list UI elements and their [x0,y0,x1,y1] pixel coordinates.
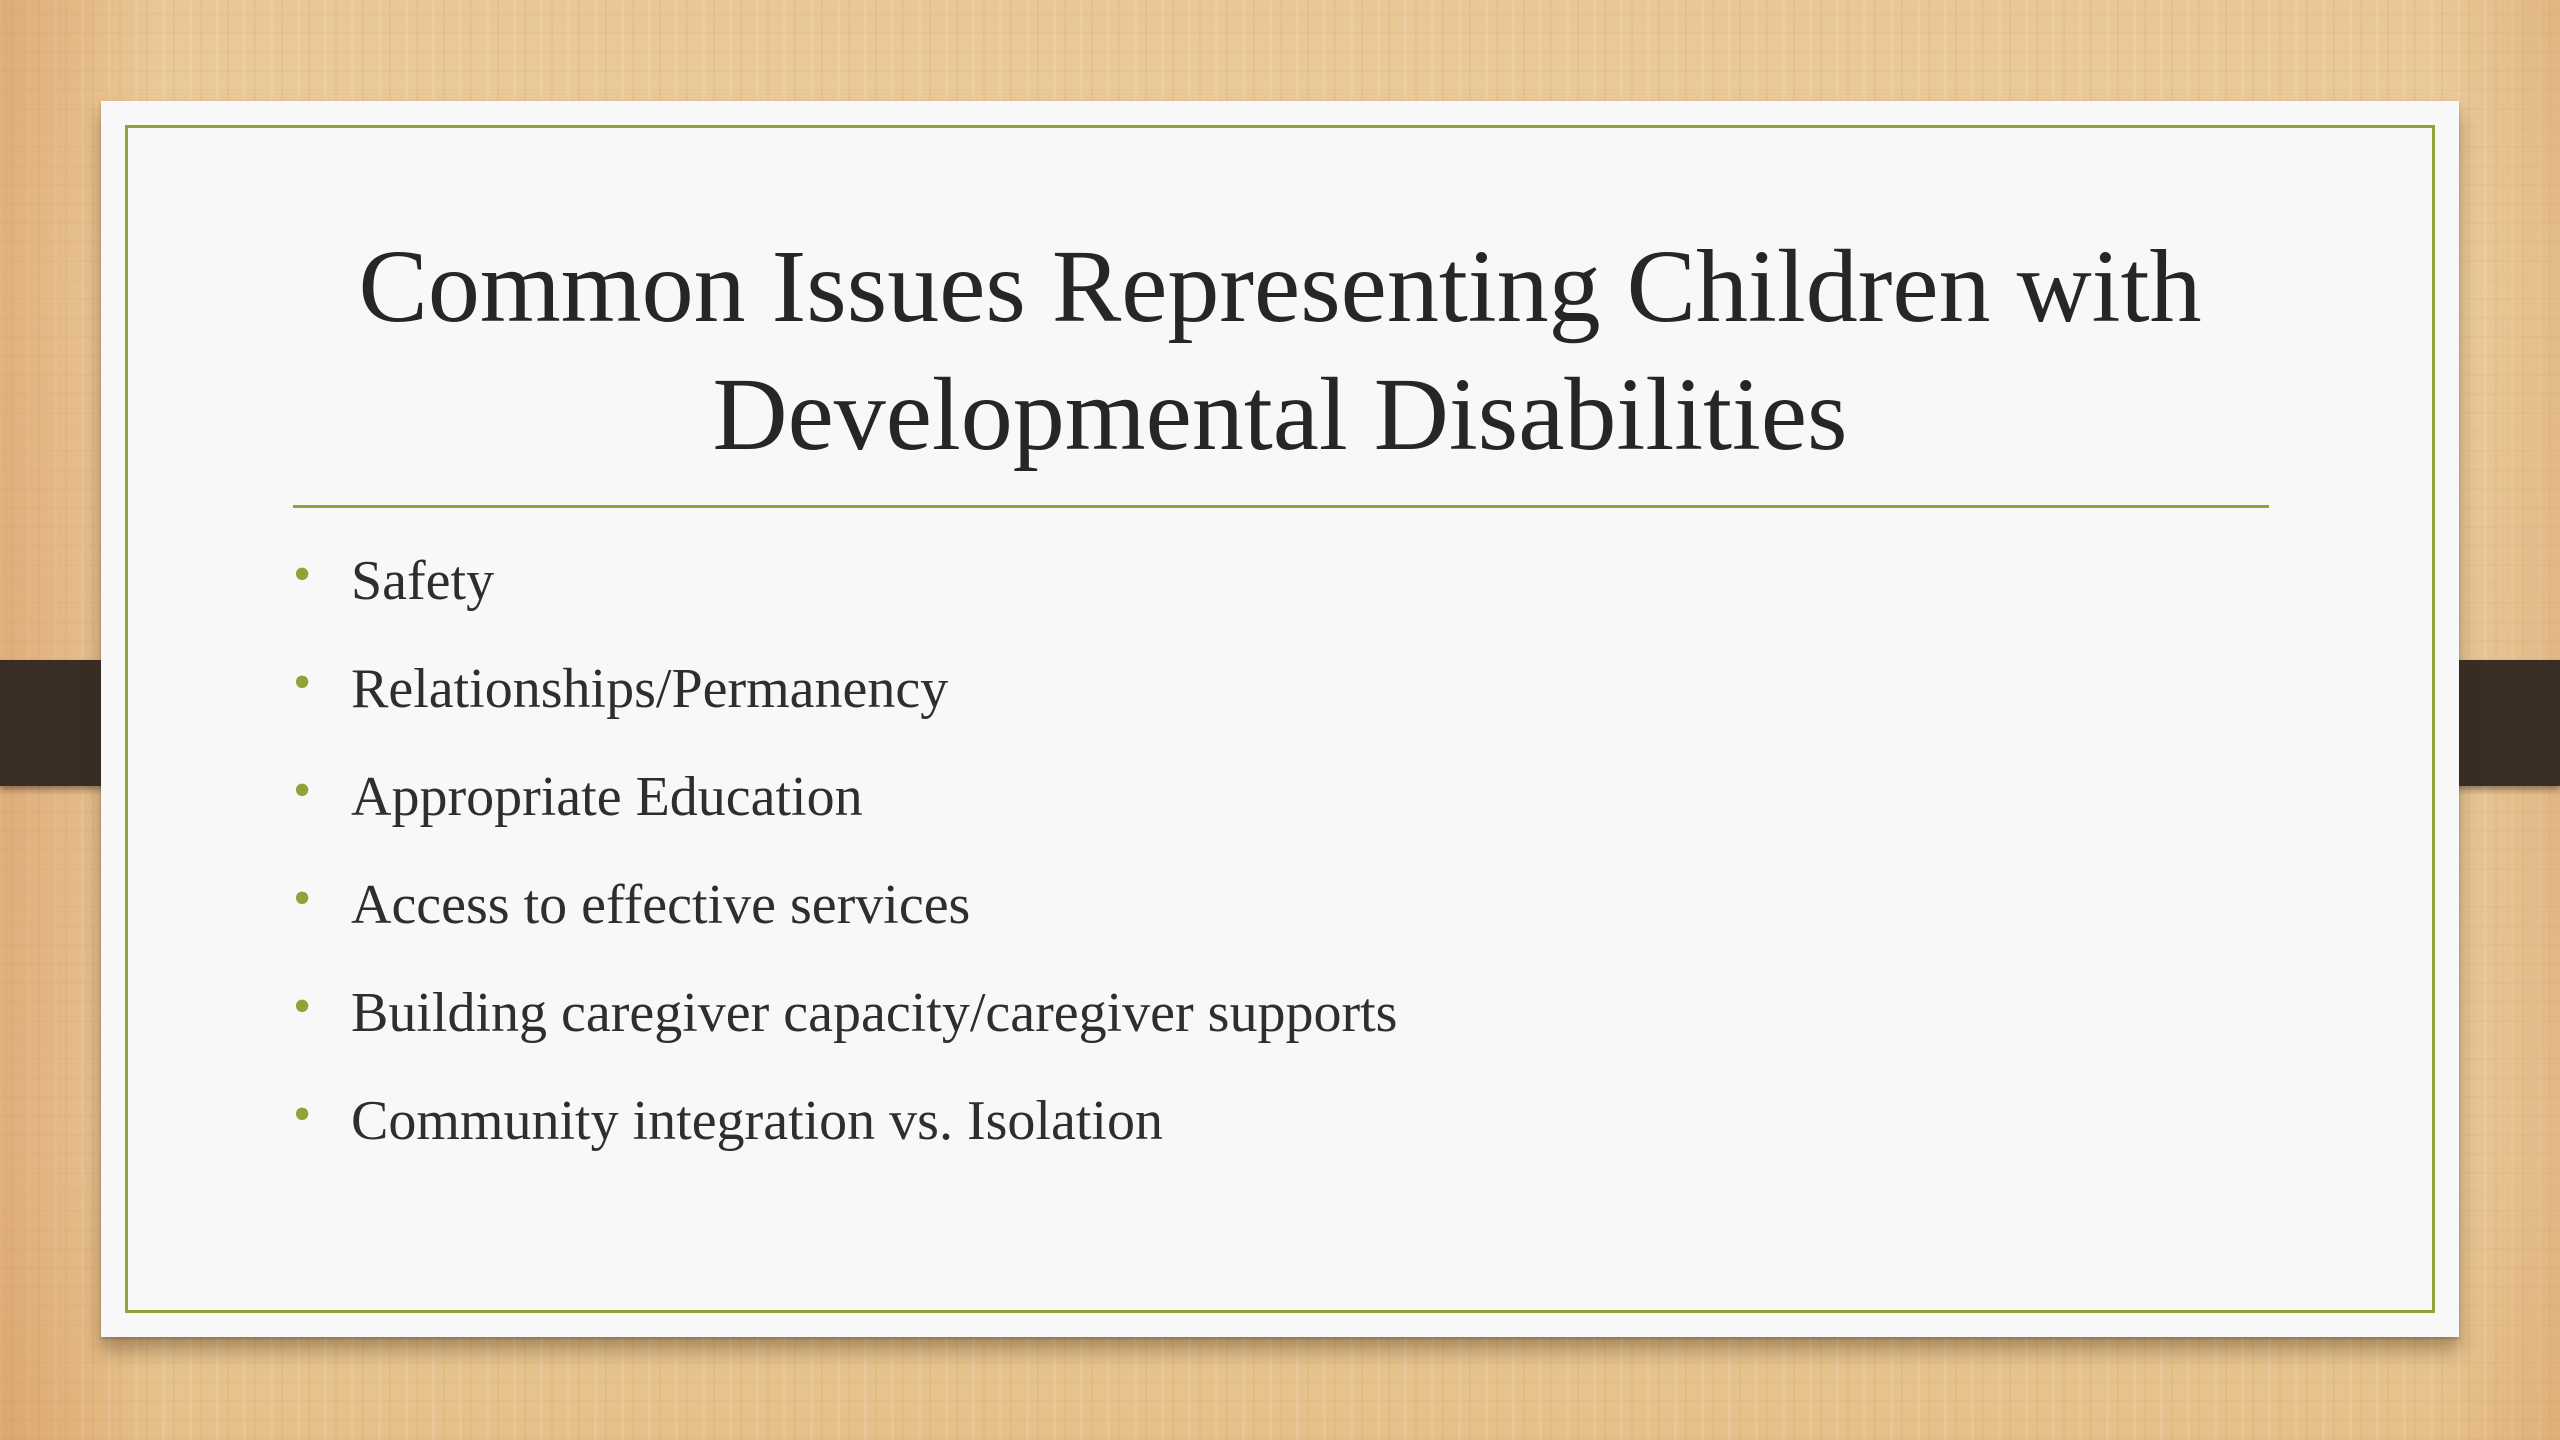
title-divider [293,505,2269,508]
bullet-item-community [293,1086,1397,1197]
slide-title [101,223,2459,479]
bullet-icon: • [293,870,312,927]
slide-card [101,101,2459,1337]
bullet-text: Community integration vs. Isolation [351,1090,1163,1152]
bullet-text: Appropriate Education [351,766,863,828]
bullet-icon: • [293,1086,312,1143]
bullet-text: Relationships/Permanency [351,658,949,720]
bullet-item-relationships [293,654,1397,765]
bullet-item-education [293,762,1397,873]
bullet-list [293,546,1398,1197]
slide-title-line-1: Common Issues Representing Children with [358,229,2202,344]
slide-title-line-2: Developmental Disabilities [712,357,1848,472]
bullet-icon: • [293,762,312,819]
bullet-item-services [293,870,1397,981]
bullet-icon: • [293,546,312,603]
bullet-text: Building caregiver capacity/caregiver supports [351,982,1398,1044]
bullet-item-caregiver [293,978,1398,1089]
bullet-icon: • [293,978,312,1035]
bullet-text: Access to effective services [351,874,971,936]
bullet-item-safety [293,546,1397,657]
bullet-text: Safety [351,550,495,612]
bullet-icon: • [293,654,312,711]
